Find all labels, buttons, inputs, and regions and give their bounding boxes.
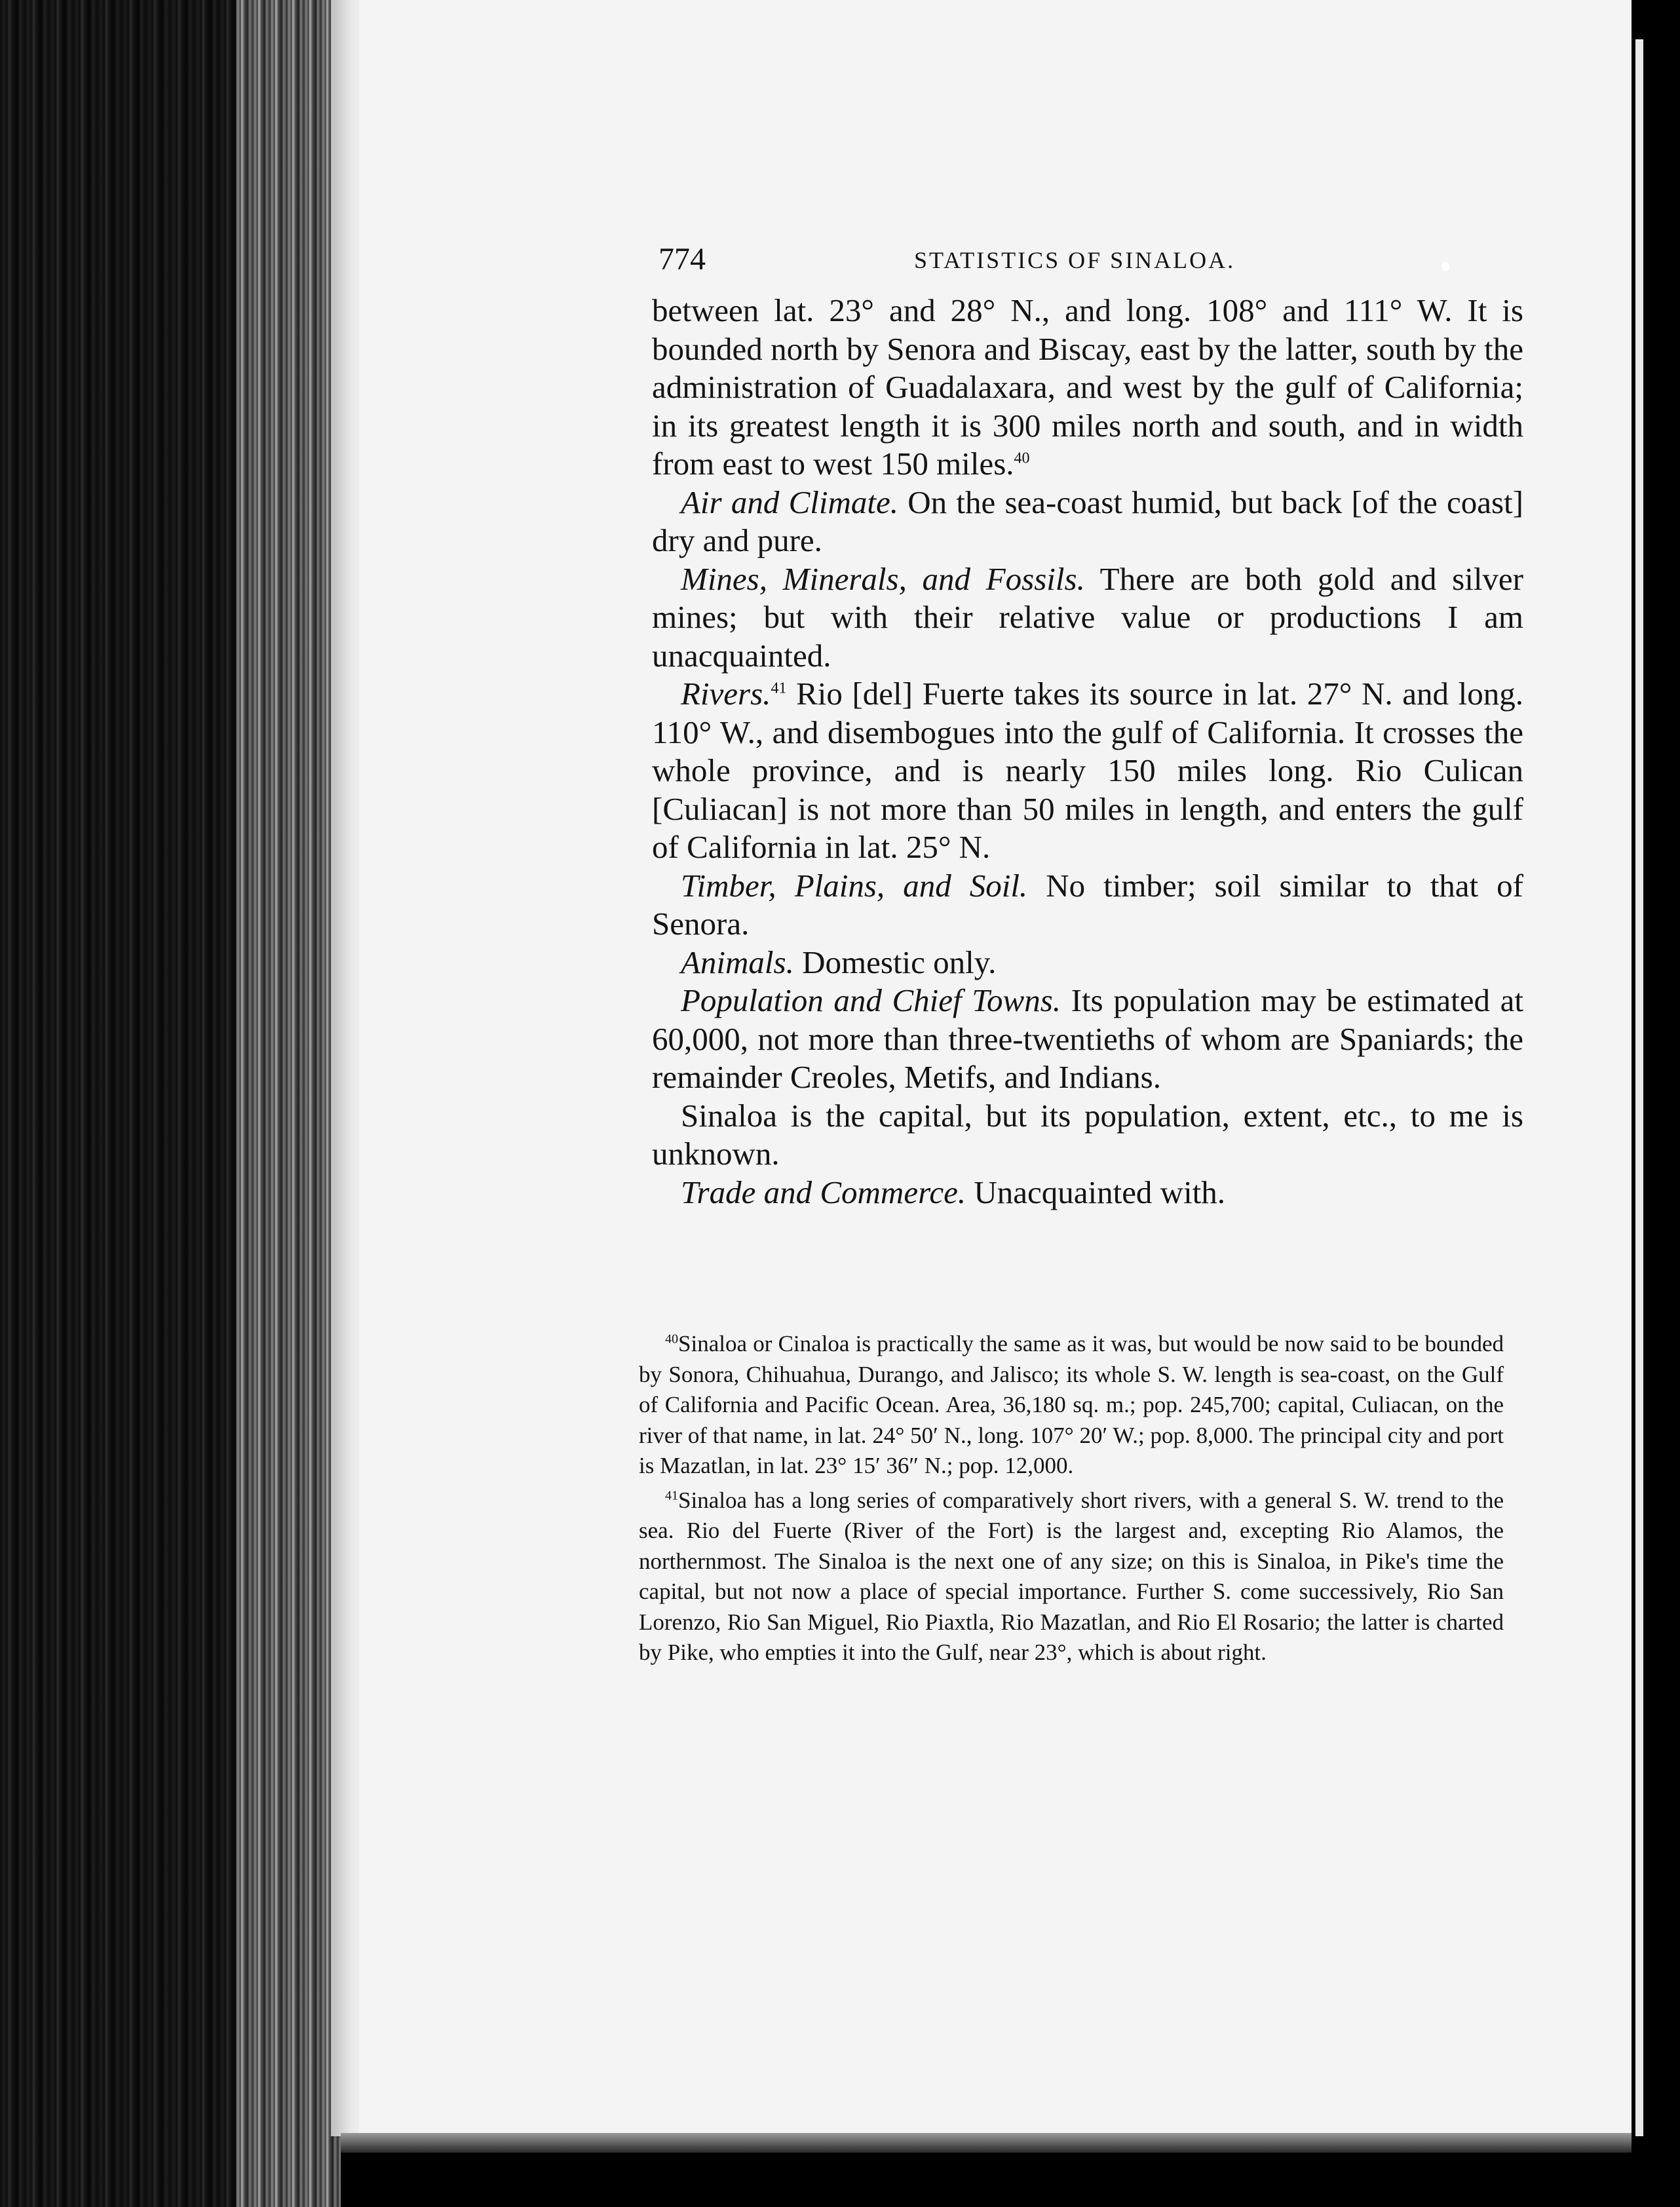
footnote-mark: 41 [665,1487,678,1503]
paragraph-air-and-climate: Air and Climate. On the sea-coast humid, but back [of the coast] dry and pure. [652,484,1523,558]
footnotes [639,1329,1504,1672]
footnote-ref-41: 41 [771,680,787,697]
section-heading: Timber, Plains, and Soil. [681,867,1028,904]
section-heading: Rivers. [681,676,771,712]
paragraph-trade: Trade and Commerce. Unacquainted with. [681,1174,1226,1210]
section-heading: Population and Chief Towns. [681,982,1061,1018]
section-heading: Mines, Minerals, and Fossils. [681,560,1085,597]
page-header [659,241,1517,280]
running-head: STATISTICS OF SINALOA. [914,247,1236,273]
paragraph-population: Population and Chief Towns. Its population may be estimated at 60,000, not more than three-twentieths of whom are Spaniards; the remainder Creoles, Metifs, and Indians. [652,982,1523,1095]
paragraph-boundaries: between lat. 23° and 28° N., and long. 108° and 111° W. It is bounded north by Senora and Biscay, east by the latter, south by the administration of Guadalaxara, and west by the gulf of California; in its greatest length it is 300 miles north and south, and in width from east to west 150 miles.$^{40}$ [652,292,1523,482]
footnote-ref-40: 40 [1014,450,1030,467]
body-text [652,292,1523,1212]
paragraph-mines: Mines, Minerals, and Fossils. There are both gold and silver mines; but with their relative value or productions I am unacquainted. [652,560,1523,674]
next-page-edge [1635,39,1643,2136]
paragraph-rivers: Rivers.$^{41}$ Rio [del] Fuerte takes its source in lat. 27° N. and long. 110° W., and disembogues into the gulf of California. It crosses the whole province, and is nearly 150 miles long. Rio Culican [Culiacan] is not more than 50 miles in length, and enters the gulf of California in lat. 25° N. [652,676,1523,865]
footnote-mark: 40 [665,1332,678,1347]
scan-speck [459,1029,473,1039]
section-heading: Animals. [681,944,794,980]
paragraph-capital: Sinaloa is the capital, but its population, extent, etc., to me is unknown. [652,1097,1523,1172]
paragraph-timber: Timber, Plains, and Soil. No timber; soil similar to that of Senora. [652,867,1523,942]
footnote-40: $^{40}$Sinaloa or Cinaloa is practically the same as it was, but would be now said to be bounded by Sonora, Chihuahua, Durango, and Jalisco; its whole S. W. length is sea-coast, on the Gulf of California and Pacific Ocean. Area, 36,180 sq. m.; pop. 245,700; capital, Culiacan, on the river of that name, in lat. 24° 50′ N., long. 107° 20′ W.; pop. 8,000. The principal city and port is Mazatlan, in lat. 23° 15′ 36″ N.; pop. 12,000. [639,1331,1504,1478]
section-heading: Trade and Commerce. [681,1174,966,1210]
footnote-41: $^{41}$Sinaloa has a long series of comparatively short rivers, with a general S. W. trend to the sea. Rio del Fuerte (River of the Fort) is the largest and, excepting Rio Alamos, the northernmost. The Sinaloa is the next one of any size; on this is Sinaloa, in Pike's time the capital, but not now a place of special importance. Further S. come successively, Rio San Lorenzo, Rio San Miguel, Rio Piaxtla, Rio Mazatlan, and Rio El Rosario; the latter is charted by Pike, who empties it into the Gulf, near 23°, which is about right. [639,1487,1504,1665]
page-edges [236,0,341,2207]
page-bottom-shadow [341,2133,1645,2153]
page-number: 774 [659,242,706,277]
section-heading: Air and Climate. [681,484,898,520]
paragraph-animals: Animals. Domestic only. [681,944,997,980]
